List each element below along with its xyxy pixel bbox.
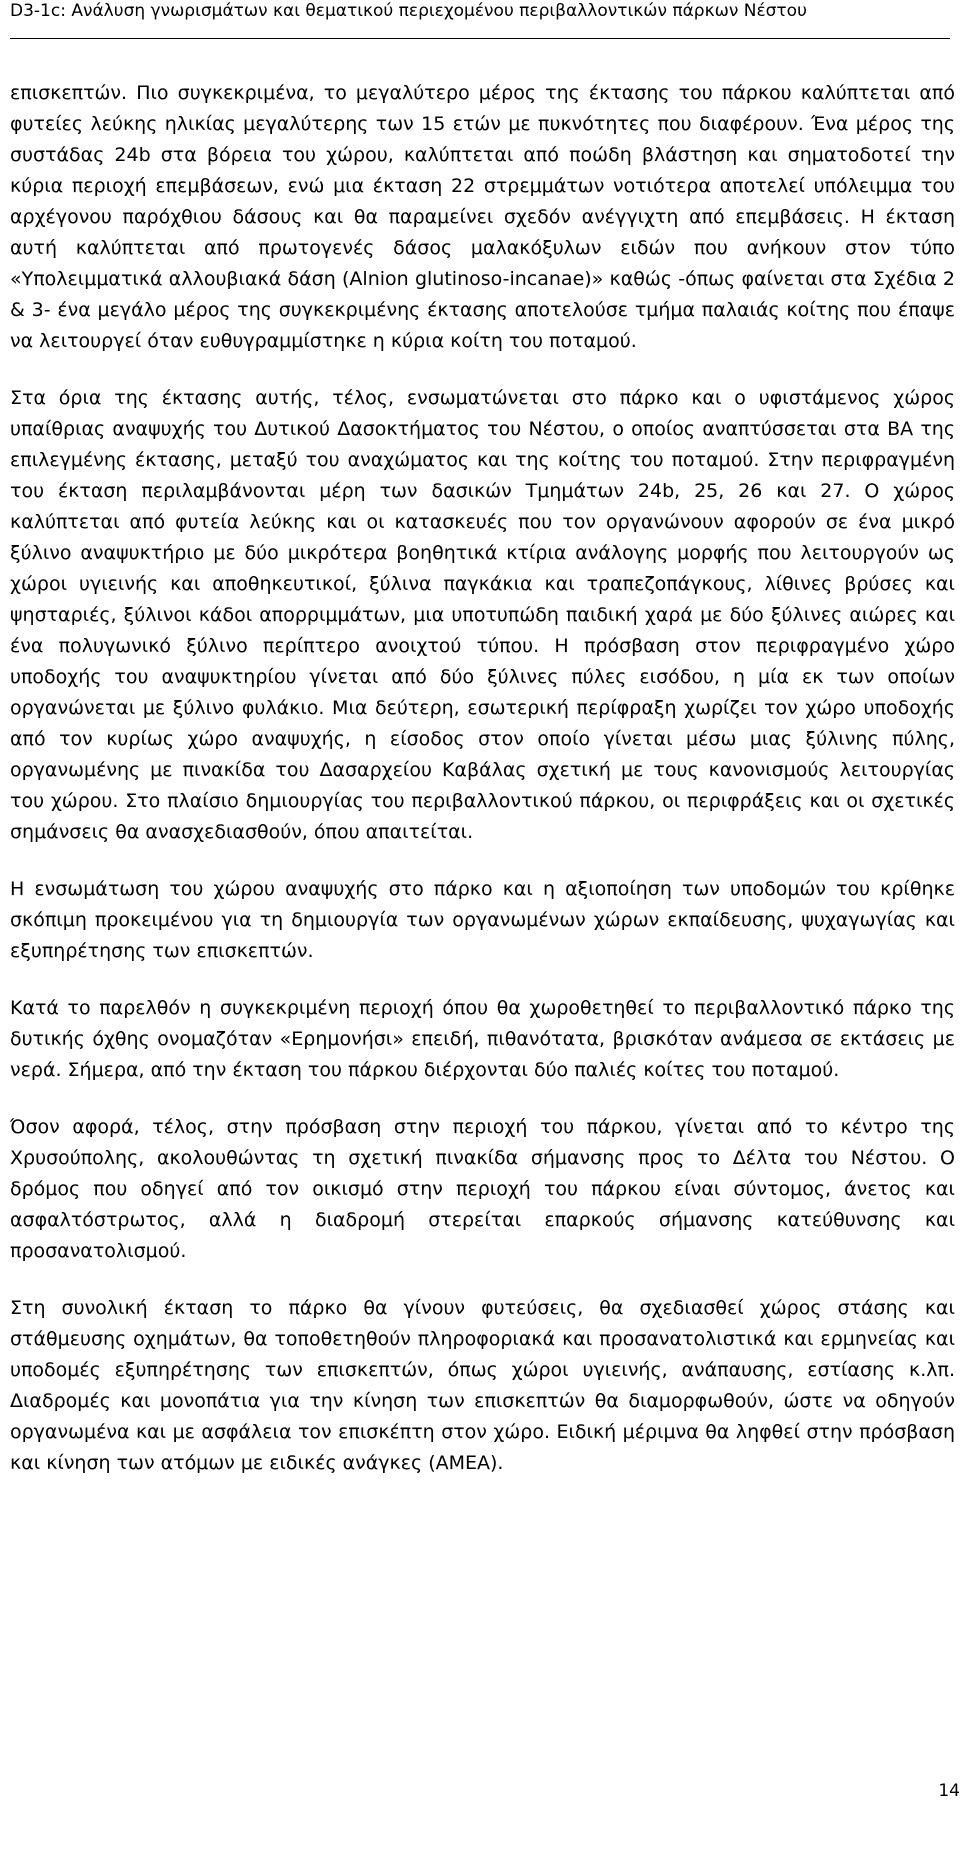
page-number: 14	[938, 1781, 960, 1801]
document-title: D3-1c: Ανάλυση γνωρισμάτων και θεματικού περιεχομένου περιβαλλοντικών πάρκων Νέστου	[10, 1, 807, 21]
body-paragraph: επισκεπτών. Πιο συγκεκριμένα, το μεγαλύτερο μέρος της έκτασης του πάρκου καλύπτεται από φυτείες λεύκης ηλικίας μεγαλύτερης των 15 ετών με πυκνότητες που διαφέρουν. Ένα μέρος της συστάδας 24b στα βόρεια του χώρου, καλύπτεται από ποώδη βλάστηση και σηματοδοτεί την κύρια περιοχή επεμβάσεων, ενώ μια έκταση 22 στρεμμάτων νοτιότερα αποτελεί υπόλειμμα του αρχέγονου παρόχθιου δάσους και θα παραμείνει σχεδόν ανέγγιχτη από επεμβάσεις. Η έκταση αυτή καλύπτεται από πρωτογενές δάσος μαλακόξυλων ειδών που ανήκουν στον τύπο «Υπολειμματικά αλλουβιακά δάση (Alnion glutinoso-incanae)» καθώς -όπως φαίνεται στα Σχέδια 2 & 3- ένα μεγάλο μέρος της συγκεκριμένης έκτασης αποτελούσε τμήμα παλαιάς κοίτης που έπαψε να λειτουργεί όταν ευθυγραμμίστηκε η κύρια κοίτη του ποταμού.	[10, 82, 955, 352]
body-paragraph: Όσον αφορά, τέλος, στην πρόσβαση στην περιοχή του πάρκου, γίνεται από το κέντρο της Χρυσούπολης, ακολουθώντας τη σχετική πινακίδα σήμανσης προς το Δέλτα του Νέστου. Ο δρόμος που οδηγεί από τον οικισμό στην περιοχή του πάρκου είναι σύντομος, άνετος και ασφαλτόστρωτος, αλλά η διαδρομή στερείται επαρκούς σήμανσης κατεύθυνσης και προσανατολισμού.	[10, 1116, 955, 1262]
body-paragraph: Κατά το παρελθόν η συγκεκριμένη περιοχή όπου θα χωροθετηθεί το περιβαλλοντικό πάρκο της δυτικής όχθης ονομαζόταν «Ερημονήσι» επειδή, πιθανότατα, βρισκόταν ανάμεσα σε εκτάσεις με νερά. Σήμερα, από την έκταση του πάρκου διέρχονται δύο παλιές κοίτες του ποταμού.	[10, 997, 955, 1081]
body-paragraph: Στη συνολική έκταση το πάρκο θα γίνουν φυτεύσεις, θα σχεδιασθεί χώρος στάσης και στάθμευσης οχημάτων, θα τοποθετηθούν πληροφοριακά και προσανατολιστικά και ερμηνείας και υποδομές εξυπηρέτησης των επισκεπτών, όπως χώροι υγιεινής, ανάπαυσης, εστίασης κ.λπ. Διαδρομές και μονοπάτια για την κίνηση των επισκεπτών θα διαμορφωθούν, ώστε να οδηγούν οργανωμένα και με ασφάλεια τον επισκέπτη στον χώρο. Ειδική μέριμνα θα ληφθεί στην πρόσβαση και κίνηση των ατόμων με ειδικές ανάγκες (ΑΜΕΑ).	[10, 1297, 955, 1474]
body-paragraph: Στα όρια της έκτασης αυτής, τέλος, ενσωματώνεται στο πάρκο και ο υφιστάμενος χώρος υπαίθριας αναψυχής του Δυτικού Δασοκτήματος του Νέστου, ο οποίος αναπτύσσεται στα ΒΑ της επιλεγμένης έκτασης, μεταξύ του αναχώματος και της κοίτης του ποταμού. Στην περιφραγμένη του έκταση περιλαμβάνονται μέρη των δασικών Τμημάτων 24b, 25, 26 και 27. Ο χώρος καλύπτεται από φυτεία λεύκης και οι κατασκευές που τον οργανώνουν αφορούν σε ένα μικρό ξύλινο αναψυκτήριο με δύο μικρότερα βοηθητικά κτίρια ανάλογης μορφής που λειτουργούν ως χώροι υγιεινής και αποθηκευτικοί, ξύλινα παγκάκια και τραπεζοπάγκους, λίθινες βρύσες και ψησταριές, ξύλινοι κάδοι απορριμμάτων, μια υποτυπώδη παιδική χαρά με δύο ξύλινες αιώρες και ένα πολυγωνικό ξύλινο περίπτερο ανοιχτού τύπου. Η πρόσβαση στον περιφραγμένο χώρο υποδοχής του αναψυκτηρίου γίνεται από δύο ξύλινες πύλες εισόδου, η μία εκ των οποίων οργανώνεται με ξύλινο φυλάκιο. Μια δεύτερη, εσωτερική περίφραξη χωρίζει τον χώρο υποδοχής από τον κυρίως χώρο αναψυχής, η είσοδος στον οποίο γίνεται μέσω μιας ξύλινης πύλης, οργανωμένης με πινακίδα του Δασαρχείου Καβάλας σχετική με τους κανονισμούς λειτουργίας του χώρου. Στο πλαίσιο δημιουργίας του περιβαλλοντικού πάρκου, οι περιφράξεις και οι σχετικές σημάνσεις θα ανασχεδιασθούν, όπου απαιτείται.	[10, 387, 955, 843]
page-body	[10, 78, 955, 1505]
page-header	[10, 0, 950, 39]
body-paragraph: Η ενσωμάτωση του χώρου αναψυχής στο πάρκο και η αξιοποίηση των υποδομών του κρίθηκε σκόπιμη προκειμένου για τη δημιουργία των οργανωμένων χώρων εκπαίδευσης, ψυχαγωγίας και εξυπηρέτησης των επισκεπτών.	[10, 878, 955, 962]
